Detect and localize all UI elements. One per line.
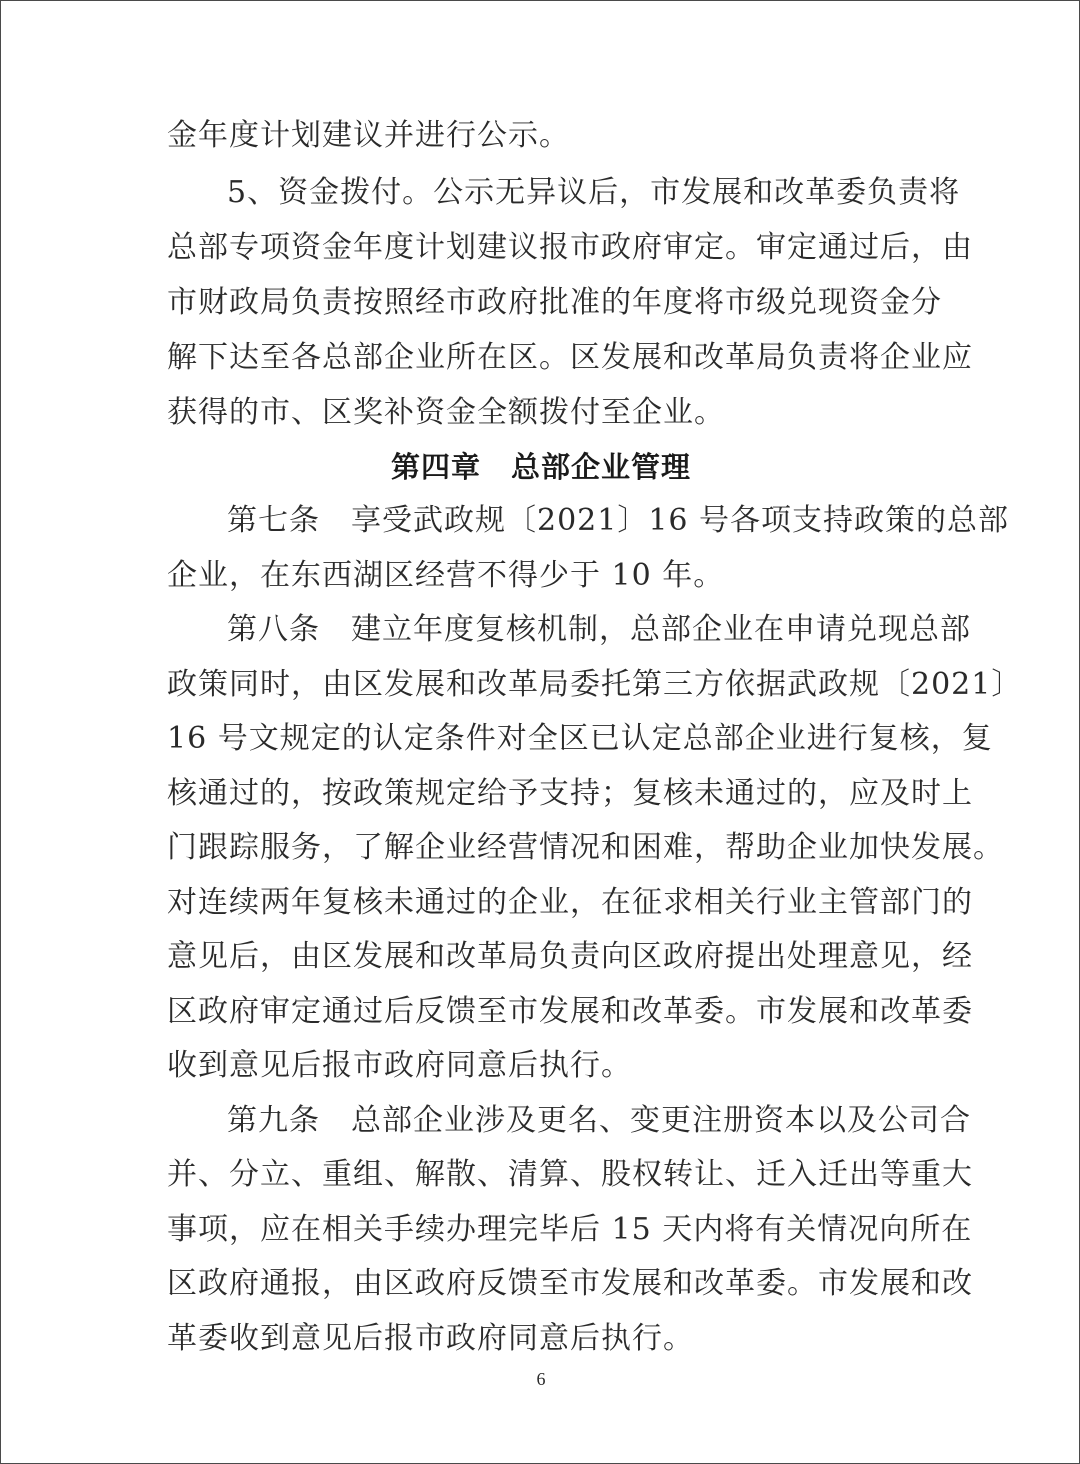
page-number: 6 [536, 1369, 546, 1389]
chapter-heading: 第四章 总部企业管理 [390, 450, 691, 484]
paragraph-line: 16 号文规定的认定条件对全区已认定总部企业进行复核，复 [167, 721, 993, 756]
article-line: 第七条 享受武政规〔2021〕16 号各项支持政策的总部 [227, 503, 1010, 538]
paragraph-line: 总部专项资金年度计划建议报市政府审定。审定通过后，由 [167, 230, 973, 265]
article-line: 第八条 建立年度复核机制，总部企业在申请兑现总部 [227, 612, 971, 647]
paragraph-line: 革委收到意见后报市政府同意后执行。 [167, 1321, 694, 1356]
paragraph-line: 门跟踪服务，了解企业经营情况和困难，帮助企业加快发展。 [167, 830, 1004, 865]
paragraph-line: 政策同时，由区发展和改革局委托第三方依据武政规〔2021〕 [167, 667, 1023, 702]
paragraph-line: 核通过的，按政策规定给予支持；复核未通过的，应及时上 [167, 776, 973, 811]
paragraph-line: 企业，在东西湖区经营不得少于 10 年。 [167, 558, 725, 593]
paragraph-line: 并、分立、重组、解散、清算、股权转让、迁入迁出等重大 [167, 1157, 973, 1192]
paragraph-line: 获得的市、区奖补资金全额拨付至企业。 [167, 395, 725, 430]
paragraph-line: 对连续两年复核未通过的企业，在征求相关行业主管部门的 [167, 885, 973, 920]
paragraph-line: 事项，应在相关手续办理完毕后 15 天内将有关情况向所在 [167, 1212, 973, 1247]
paragraph-line: 收到意见后报市政府同意后执行。 [167, 1048, 632, 1083]
paragraph-line: 金年度计划建议并进行公示。 [167, 118, 570, 153]
paragraph-line: 5、资金拨付。公示无异议后，市发展和改革委负责将 [227, 175, 961, 210]
paragraph-line: 市财政局负责按照经市政府批准的年度将市级兑现资金分 [167, 285, 942, 320]
paragraph-line: 区政府通报，由区政府反馈至市发展和改革委。市发展和改 [167, 1266, 973, 1301]
article-line: 第九条 总部企业涉及更名、变更注册资本以及公司合 [227, 1103, 971, 1138]
paragraph-line: 区政府审定通过后反馈至市发展和改革委。市发展和改革委 [167, 994, 973, 1029]
paragraph-line: 意见后，由区发展和改革局负责向区政府提出处理意见，经 [167, 939, 973, 974]
paragraph-line: 解下达至各总部企业所在区。区发展和改革局负责将企业应 [167, 340, 973, 375]
